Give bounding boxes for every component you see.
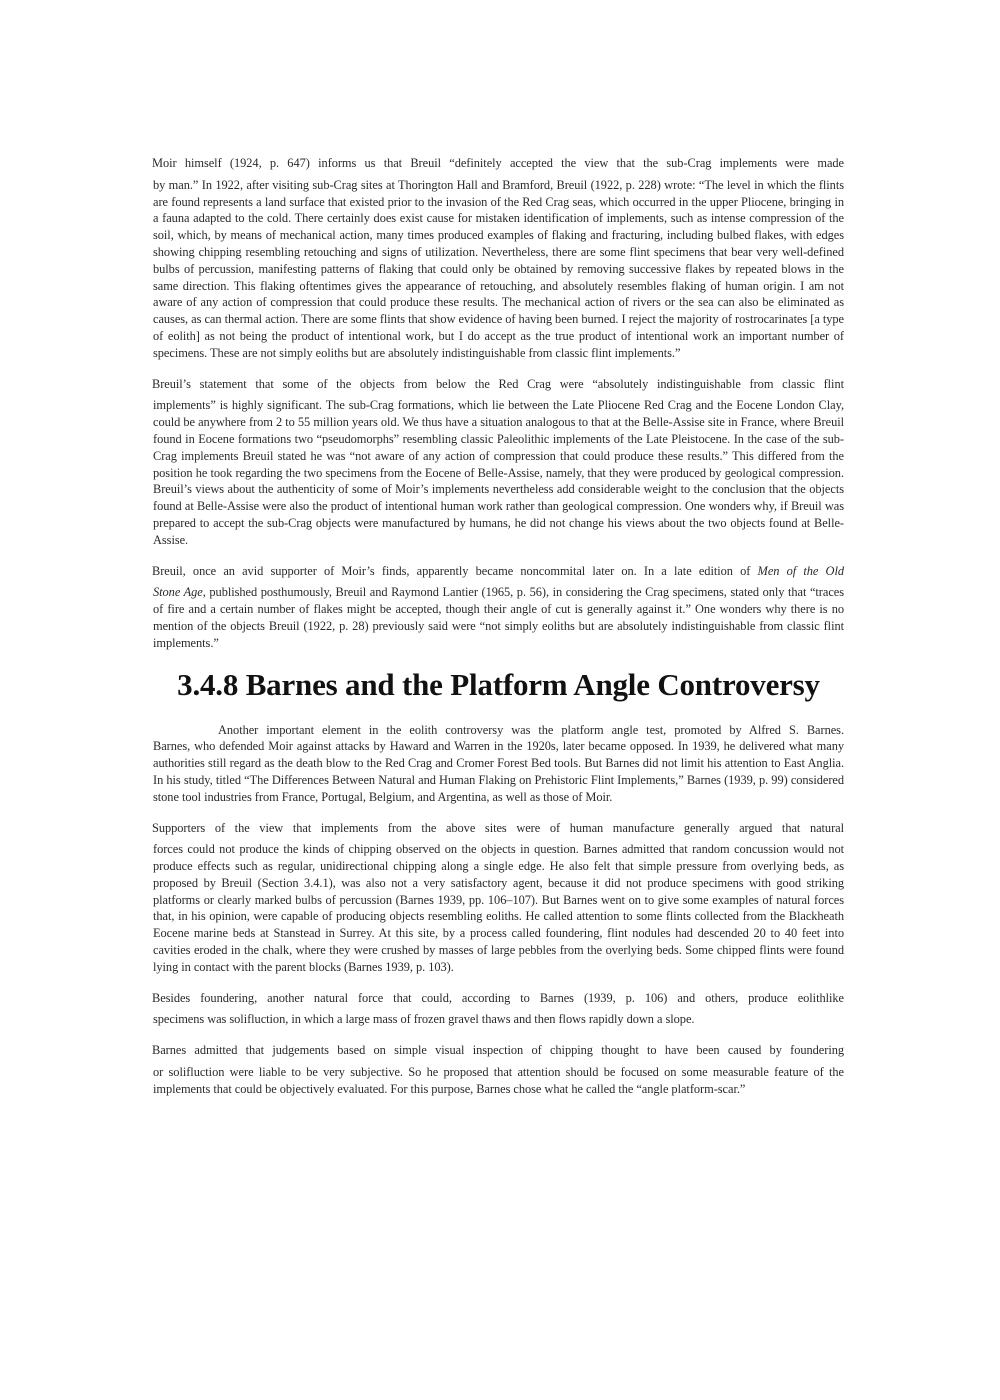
paragraph-first-line: Barnes admitted that judgements based on simple visual inspection of chipping thought to have been caused by foundering [152,1043,844,1058]
paragraph-supporters-view [153,820,844,976]
paragraph-first-line: Another important element in the eolith controversy was the platform angle test, promoted by Alfred S. Barnes. [218,722,844,737]
book-title-part1: Men of the Old [757,563,844,578]
paragraph-breuil-noncommital [153,563,844,652]
paragraph-breuil-statement [153,376,844,549]
paragraph-body: forces could not produce the kinds of chipping observed on the objects in question. Barnes admitted that random concussion would not produce effects such as regular, unidirectional chipping along a single edge. He also felt that simple pressure from overlying beds, as proposed by Breuil (Section 3.4.1), was also not a very satisfactory agent, because it did not produce specimens with good striking platforms or clearly marked bulbs of percussion (Barnes 1939, pp. 106–107). But Barnes went on to give some examples of natural forces that, in his opinion, were capable of producing objects resembling eoliths. He called attention to some flints collected from the Blackheath Eocene marine beds at Stanstead in Surrey. At this site, by a process called foundering, flint nodules had descended 20 to 40 feet into cavities eroded in the chalk, where they were crushed by masses of large pebbles from the overlying beds. Some chipped flints were found lying in contact with the parent blocks (Barnes 1939, p. 103). [153,842,844,974]
paragraph-first-line: Moir himself (1924, p. 647) informs us that Breuil “definitely accepted the view that the sub-Crag implements were made [152,156,844,170]
paragraph-moir-breuil-quote [153,155,844,362]
paragraph-first-line: Supporters of the view that implements from the above sites were of human manufacture generally argued that natural [152,820,844,835]
paragraph-body: by man.” In 1922, after visiting sub-Crag sites at Thorington Hall and Bramford, Breuil (1922, p. 228) wrote: “The level in which the flints are found represents a land surface that existed prior to the invasion of the Red Crag seas, which occurred in the upper Pliocene, bringing in a fauna adapted to the cold. There certainly does exist cause for mistaken identification of implements, such as intense compression of the soil, which, by means of mechanical action, many times produced examples of flaking and fracturing, including bulbed flakes, with edges showing chipping resembling retouching and signs of utilization. Nevertheless, there are some flint specimens that bear very well-defined bulbs of percussion, manifesting patterns of flaking that could only be obtained by removing successive flakes by repeated blows in the same direction. This flaking oftentimes gives the appearance of retouching, and absolutely resembles flaking of human origin. I am not aware of any action of compression that could produce these results. The mechanical action of rivers or the sea can also be eliminated as causes, as can thermal action. There are some flints that show evidence of having been burned. I reject the majority of rostrocarinates [a type of eolith] as not being the product of intentional work, but I do accept as the true product of intentional work an important number of specimens. These are not simply eoliths but are absolutely indistinguishable from classic flint implements.” [153,177,844,360]
paragraph-first-line [152,563,844,580]
paragraph-platform-angle-intro [153,722,844,806]
paragraph-body: , published posthumously, Breuil and Raymond Lantier (1965, p. 56), in considering the Crag specimens, stated only that “traces of fire and a certain number of flakes might be accepted, though their angle of cut is generally against it.” One wonders why there is no mention of the objects Breuil (1922, p. 28) previously said were “not simply eoliths but are absolutely indistinguishable from classic flint implements.” [153,585,845,650]
section-heading: 3.4.8 Barnes and the Platform Angle Controversy [177,666,820,702]
first-line-text: Breuil, once an avid supporter of Moir’s finds, apparently became noncommital later on. In a late edition of [152,563,758,578]
paragraph-body: specimens was solifluction, in which a large mass of frozen gravel thaws and then flows rapidly down a slope. [153,1012,695,1027]
paragraph-first-line: Breuil’s statement that some of the objects from below the Red Crag were “absolutely indistinguishable from classic flint [152,376,844,391]
paragraph-body: Barnes, who defended Moir against attacks by Haward and Warren in the 1920s, later became opposed. In 1939, he delivered what many authorities still regard as the death blow to the Red Crag and Cromer Forest Bed tools. But Barnes did not limit his attention to East Anglia. In his study, titled “The Differences Between Natural and Human Flaking on Prehistoric Flint Implements,” Barnes (1939, p. 99) considered stone tool industries from France, Portugal, Belgium, and Argentina, as well as those of Moir. [153,739,844,804]
book-title-part2: Stone Age [153,585,203,600]
paragraph-first-line: Besides foundering, another natural force that could, according to Barnes (1939, p. 106) and others, produce eolithlike [152,990,844,1005]
paragraph-body: implements” is highly significant. The sub-Crag formations, which lie between the Late Pliocene Red Crag and the Eocene London Clay, could be anywhere from 2 to 55 million years old. We thus have a situation analogous to that at the Belle-Assise site in France, where Breuil found in Eocene formations two “pseudomorphs” resembling classic Paleolithic implements of the Late Pleistocene. In the case of the sub-Crag implements Breuil stated he was “not aware of any action of compression that could produce these results.” This differed from the position he took regarding the two specimens from the Eocene of Belle-Assise, namely, that they were produced by geological compression. Breuil’s views about the authenticity of some of Moir’s implements nevertheless add considerable weight to the conclusion that the objects found at Belle-Assise were also the product of intentional human work rather than geological compression. One wonders why, if Breuil was prepared to accept the sub-Crag objects were manufactured by humans, he did not change his views about the two objects found at Belle-Assise. [153,398,844,547]
document-page [153,155,844,1112]
paragraph-solifluction [153,990,844,1029]
paragraph-body: or solifluction were liable to be very subjective. So he proposed that attention should be focused on some measurable feature of the implements that could be objectively evaluated. For this purpose, Barnes chose what he called the “angle platform-scar.” [153,1065,844,1096]
paragraph-angle-platform-scar [153,1042,844,1097]
